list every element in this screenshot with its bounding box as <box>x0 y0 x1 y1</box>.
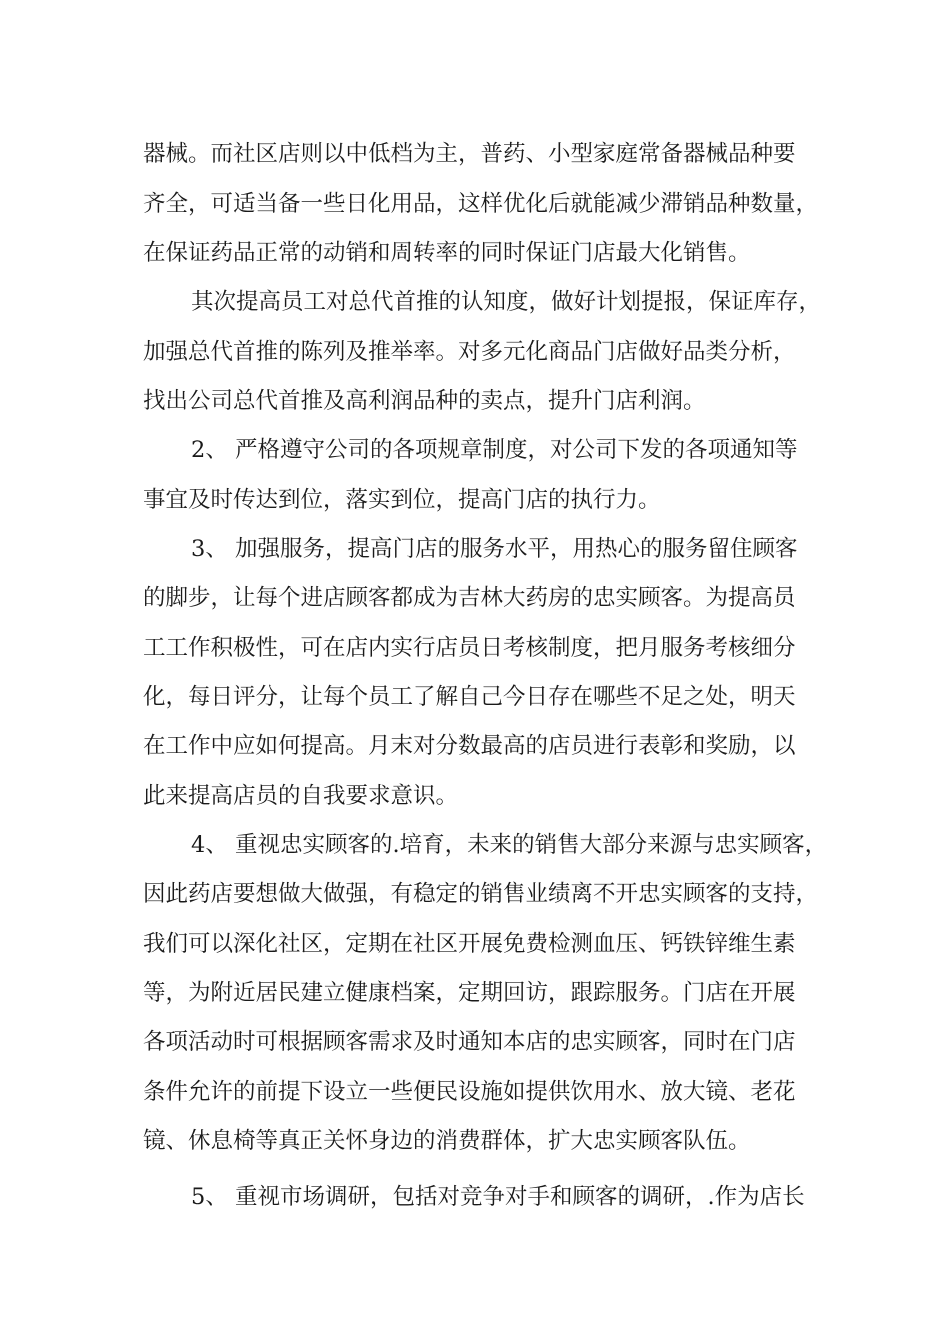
item-number: 2、 <box>191 437 228 463</box>
paragraph-text: 重视市场调研，包括对竞争对手和顾客的调研，.作为店长 <box>235 1184 805 1210</box>
paragraph-line: 工工作积极性，可在店内实行店员日考核制度，把月服务考核细分 <box>143 635 796 661</box>
paragraph-line: 器械。而社区店则以中低档为主，普药、小型家庭常备器械品种要 <box>143 141 796 167</box>
paragraph-text: 加强服务，提高门店的服务水平，用热心的服务留住顾客 <box>235 536 798 562</box>
paragraph-line: 在保证药品正常的动销和周转率的同时保证门店最大化销售。 <box>143 240 751 266</box>
paragraph-text: 严格遵守公司的各项规章制度，对公司下发的各项通知等 <box>235 437 798 463</box>
paragraph-line: 此来提高店员的自我要求意识。 <box>143 783 459 809</box>
paragraph-line: 的脚步，让每个进店顾客都成为吉林大药房的忠实顾客。为提高员 <box>143 585 796 611</box>
paragraph-line: 镜、休息椅等真正关怀身边的消费群体，扩大忠实顾客队伍。 <box>143 1128 751 1154</box>
numbered-item-5 <box>191 1180 805 1214</box>
paragraph-line: 因此药店要想做大做强，有稳定的销售业绩离不开忠实顾客的支持， <box>143 881 819 907</box>
paragraph-line: 在工作中应如何提高。月末对分数最高的店员进行表彰和奖励，以 <box>143 733 796 759</box>
numbered-item-3 <box>191 532 798 566</box>
item-number: 3、 <box>191 536 228 562</box>
item-number: 4、 <box>191 832 228 858</box>
paragraph-line: 各项活动时可根据顾客需求及时通知本店的忠实顾客，同时在门店 <box>143 1029 796 1055</box>
paragraph-line: 等，为附近居民建立健康档案，定期回访，跟踪服务。门店在开展 <box>143 980 796 1006</box>
numbered-item-4 <box>191 828 827 862</box>
paragraph-line: 加强总代首推的陈列及推举率。对多元化商品门店做好品类分析， <box>143 339 796 365</box>
item-number: 5、 <box>191 1184 228 1210</box>
paragraph-line: 事宜及时传达到位，落实到位，提高门店的执行力。 <box>143 487 661 513</box>
numbered-item-2 <box>191 433 798 467</box>
paragraph-line: 条件允许的前提下设立一些便民设施如提供饮用水、放大镜、老花 <box>143 1079 796 1105</box>
paragraph-line: 找出公司总代首推及高利润品种的卖点，提升门店利润。 <box>143 388 706 414</box>
paragraph-line: 我们可以深化社区，定期在社区开展免费检测血压、钙铁锌维生素 <box>143 931 796 957</box>
paragraph-line: 其次提高员工对总代首推的认知度，做好计划提报，保证库存， <box>191 289 822 315</box>
paragraph-text: 重视忠实顾客的.培育，未来的销售大部分来源与忠实顾客， <box>235 832 828 858</box>
paragraph-line: 化，每日评分，让每个员工了解自己今日存在哪些不足之处，明天 <box>143 684 796 710</box>
paragraph-line: 齐全，可适当备一些日化用品，这样优化后就能减少滞销品种数量， <box>143 191 819 217</box>
